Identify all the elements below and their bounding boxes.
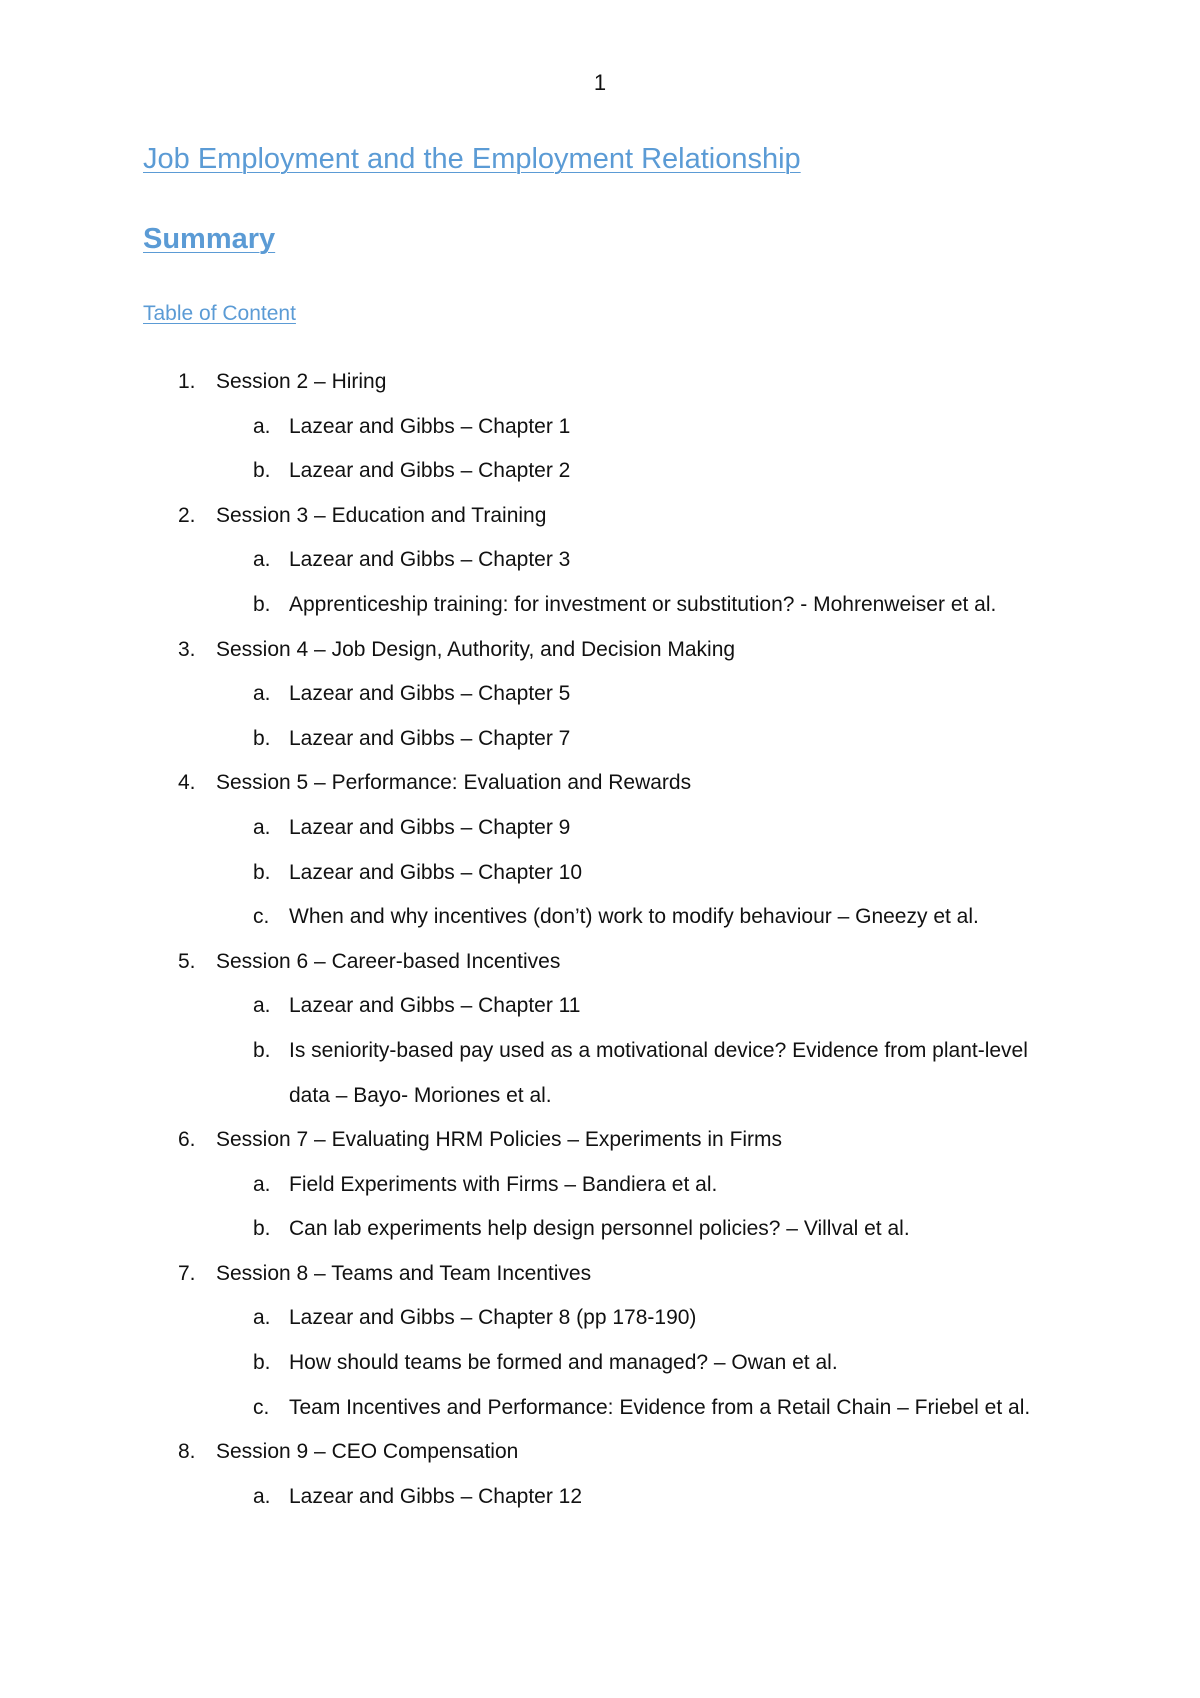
toc-session: [0, 360, 1076, 405]
session-number: 7.: [178, 1261, 196, 1285]
subitem-text: Lazear and Gibbs – Chapter 3: [289, 548, 571, 572]
session-number: 5.: [178, 949, 196, 973]
session-number: 8.: [178, 1440, 196, 1464]
toc-subitem: [0, 1341, 1049, 1386]
toc-subitem: [0, 1386, 1049, 1431]
subitem-letter: a.: [253, 1172, 271, 1196]
toc-session: [0, 628, 1076, 673]
toc-session: [0, 494, 1076, 539]
subitem-text: Apprenticeship training: for investment or substitution? - Mohrenweiser et al.: [289, 592, 997, 616]
toc-subitem: [0, 1207, 1049, 1252]
toc-subitem: [0, 449, 1049, 494]
subitem-text: Lazear and Gibbs – Chapter 10: [289, 860, 583, 884]
subitem-text: Team Incentives and Performance: Evidence from a Retail Chain – Friebel et al.: [289, 1395, 1031, 1419]
toc-subitem: [0, 538, 1049, 583]
toc-subitem: [0, 984, 1049, 1029]
subitem-letter: a.: [253, 682, 271, 706]
subitem-letter: c.: [253, 1395, 270, 1419]
subitem-text: How should teams be formed and managed? – Owan et al.: [289, 1351, 838, 1375]
toc-session: [0, 1430, 1076, 1475]
subitem-text: Can lab experiments help design personnel policies? – Villval et al.: [289, 1217, 910, 1241]
toc-subitem: [0, 1163, 1049, 1208]
table-of-content-list: [0, 360, 1200, 1519]
subitem-text: Field Experiments with Firms – Bandiera et al.: [289, 1172, 718, 1196]
subitem-letter: b.: [253, 1351, 271, 1375]
subitem-letter: b.: [253, 1038, 271, 1062]
toc-subitem: [0, 583, 1049, 628]
document-title: Job Employment and the Employment Relationship: [143, 143, 801, 175]
subitem-letter: a.: [253, 1306, 271, 1330]
toc-subitem: [0, 1296, 1049, 1341]
table-of-content-heading: Table of Content: [143, 302, 296, 325]
session-label: Session 2 – Hiring: [216, 370, 387, 393]
subitem-text: Lazear and Gibbs – Chapter 2: [289, 459, 571, 483]
toc-session: [0, 1118, 1076, 1163]
subitem-text: Lazear and Gibbs – Chapter 5: [289, 682, 571, 706]
subitem-letter: b.: [253, 592, 271, 616]
toc-subitem: [0, 851, 1049, 896]
subitem-text: Lazear and Gibbs – Chapter 9: [289, 815, 571, 839]
subitem-letter: c.: [253, 905, 270, 929]
toc-session: [0, 940, 1076, 985]
session-label: Session 5 – Performance: Evaluation and Rewards: [216, 771, 692, 795]
subitem-letter: a.: [253, 994, 271, 1018]
subitem-text: Lazear and Gibbs – Chapter 1: [289, 414, 571, 438]
subitem-letter: a.: [253, 548, 271, 572]
page-number: 1: [593, 70, 607, 95]
toc-subitem: [0, 405, 1049, 450]
subitem-letter: b.: [253, 1217, 271, 1241]
subitem-text: Is seniority-based pay used as a motivational device? Evidence from plant-level data – Bayo- Moriones et al.: [289, 1038, 1028, 1107]
toc-session: [0, 1252, 1076, 1297]
session-label: Session 4 – Job Design, Authority, and Decision Making: [216, 637, 736, 661]
session-label: Session 3 – Education and Training: [216, 503, 547, 527]
session-number: 1.: [178, 370, 196, 393]
subitem-letter: b.: [253, 726, 271, 750]
toc-subitem: [0, 895, 1049, 940]
subitem-text: Lazear and Gibbs – Chapter 8 (pp 178-190): [289, 1306, 697, 1330]
subitem-text: Lazear and Gibbs – Chapter 11: [289, 994, 581, 1018]
session-number: 3.: [178, 637, 196, 661]
toc-subitem: [0, 1475, 1049, 1520]
subitem-letter: a.: [253, 1484, 271, 1508]
subitem-text: When and why incentives (don’t) work to modify behaviour – Gneezy et al.: [289, 905, 979, 929]
session-label: Session 7 – Evaluating HRM Policies – Experiments in Firms: [216, 1128, 783, 1152]
subitem-text: Lazear and Gibbs – Chapter 7: [289, 726, 571, 750]
session-label: Session 8 – Teams and Team Incentives: [216, 1261, 592, 1285]
subitem-text: Lazear and Gibbs – Chapter 12: [289, 1484, 583, 1508]
toc-subitem: [0, 1029, 1049, 1118]
session-number: 2.: [178, 503, 196, 527]
toc-subitem: [0, 672, 1049, 717]
session-number: 4.: [178, 771, 196, 795]
toc-subitem: [0, 806, 1049, 851]
toc-session: [0, 761, 1076, 806]
session-label: Session 9 – CEO Compensation: [216, 1440, 519, 1464]
session-label: Session 6 – Career-based Incentives: [216, 949, 561, 973]
subitem-letter: b.: [253, 459, 271, 483]
subitem-letter: a.: [253, 414, 271, 438]
summary-heading: Summary: [143, 223, 276, 255]
session-number: 6.: [178, 1128, 196, 1152]
subitem-letter: b.: [253, 860, 271, 884]
subitem-letter: a.: [253, 815, 271, 839]
toc-subitem: [0, 717, 1049, 762]
